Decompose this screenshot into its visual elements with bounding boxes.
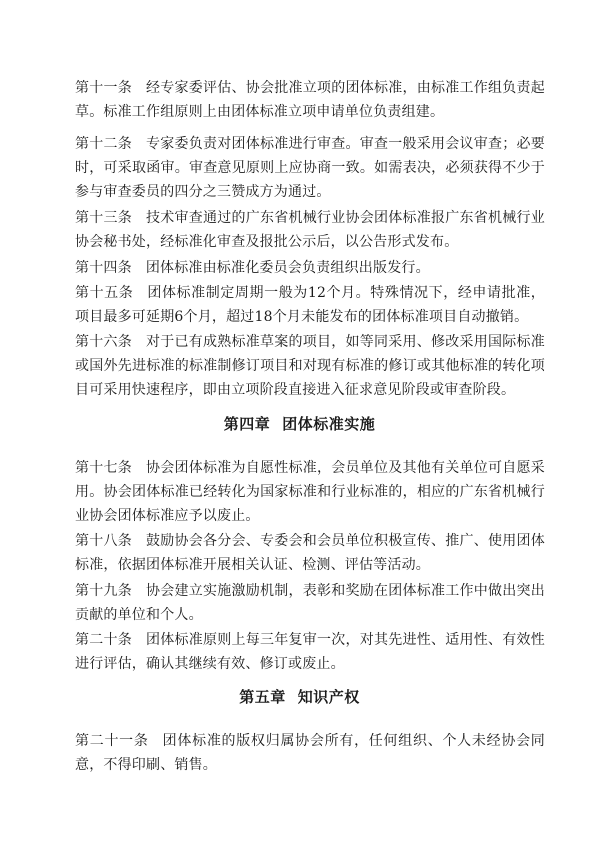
article-number: 第二十一条 [75, 733, 149, 749]
article-text: 经专家委评估、协会批准立项的团体标准，由标准工作组负责起草。标准工作组原则上由团体标准立项申请单位负责组建。 [75, 80, 545, 120]
article-12 [75, 132, 545, 204]
article-number: 第十四条 [75, 260, 132, 276]
article-text: 协会团体标准为自愿性标准，会员单位及其他有关单位可自愿采用。协会团体标准已经转化为国家标准和行业标准的，相应的广东省机械行业协会团体标准应予以废止。 [75, 460, 545, 524]
article-18 [75, 529, 545, 577]
article-text: 技术审查通过的广东省机械行业协会团体标准报广东省机械行业协会秘书处，经标准化审查及报批公示后，以公告形式发布。 [75, 210, 545, 250]
article-text: 团体标准制定周期一般为12个月。特殊情况下，经申请批准，项目最多可延期6个月，超过18个月未能发布的团体标准项目自动撤销。 [75, 285, 545, 325]
article-number: 第二十条 [75, 632, 133, 648]
article-text: 团体标准原则上每三年复审一次，对其先进性、适用性、有效性进行评估，确认其继续有效、修订或废止。 [75, 632, 545, 672]
article-number: 第十三条 [75, 210, 133, 226]
chapter-heading-5 [0, 685, 599, 709]
article-21 [75, 729, 545, 777]
article-number: 第十七条 [75, 460, 133, 476]
article-text: 协会建立实施激励机制，表彰和奖励在团体标准工作中做出突出贡献的单位和个人。 [75, 583, 545, 623]
article-number: 第十八条 [75, 533, 133, 549]
chapter-number: 第四章 [223, 415, 271, 433]
article-number: 第十六条 [75, 334, 133, 350]
article-text: 团体标准由标准化委员会负责组织出版发行。 [145, 260, 430, 276]
article-16 [75, 330, 545, 402]
article-number: 第十二条 [75, 136, 133, 152]
article-11 [75, 76, 545, 124]
article-19 [75, 579, 545, 627]
article-15 [75, 281, 545, 329]
article-number: 第十九条 [75, 583, 133, 599]
article-13 [75, 206, 545, 254]
article-number: 第十一条 [75, 80, 133, 96]
article-17 [75, 456, 545, 528]
article-text: 专家委负责对团体标准进行审查。审查一般采用会议审查；必要时，可采取函审。审查意见原则上应协商一致。如需表决，必须获得不少于参与审查委员的四分之三赞成方为通过。 [75, 136, 545, 200]
article-text: 对于已有成熟标准草案的项目，如等同采用、修改采用国际标准或国外先进标准的标准制修订项目和对现有标准的修订或其他标准的转化项目可采用快速程序，即由立项阶段直接进入征求意见阶段或审查阶段。 [75, 334, 545, 398]
chapter-number: 第五章 [239, 688, 286, 706]
article-text: 鼓励协会各分会、专委会和会员单位积极宣传、推广、使用团体标准，依据团体标准开展相关认证、检测、评估等活动。 [75, 533, 545, 573]
article-number: 第十五条 [75, 285, 134, 301]
article-14 [75, 256, 545, 280]
chapter-title: 知识产权 [297, 688, 360, 706]
chapter-title: 团体标准实施 [282, 415, 376, 433]
chapter-heading-4 [0, 412, 599, 436]
article-20 [75, 628, 545, 676]
article-text: 团体标准的版权归属协会所有，任何组织、个人未经协会同意，不得印刷、销售。 [75, 733, 546, 773]
